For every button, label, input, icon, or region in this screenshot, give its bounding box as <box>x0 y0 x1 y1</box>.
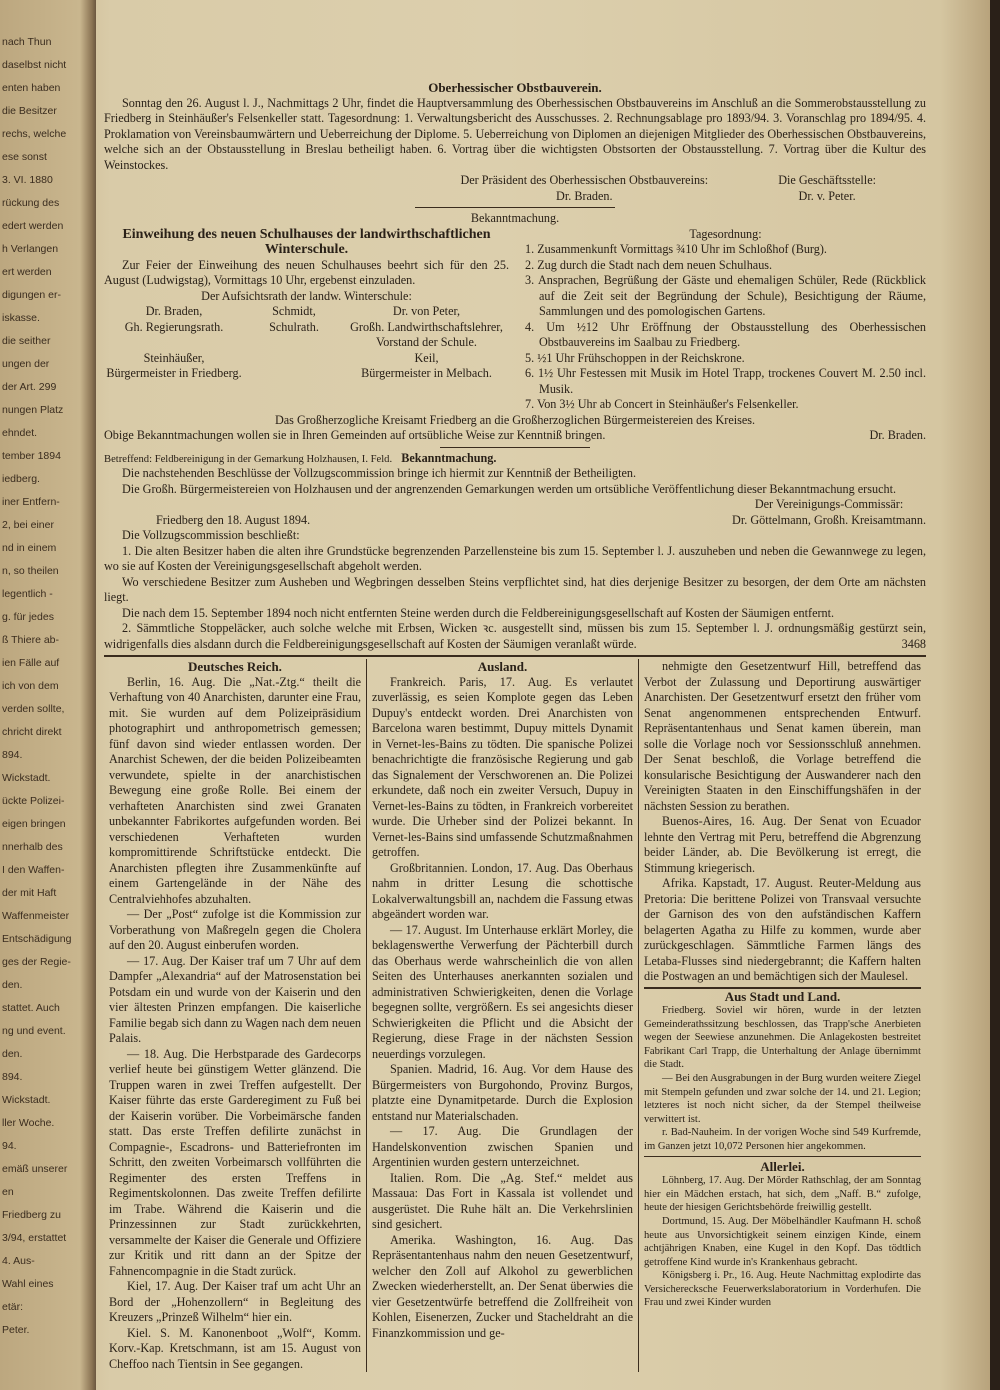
left-page-fragment: legentlich - <box>2 588 53 600</box>
feld-num: 3468 <box>901 636 926 651</box>
left-page-fragment: en <box>2 1186 14 1198</box>
left-page-fragment: der mit Haft <box>2 887 57 899</box>
schul-label: Bekanntmachung. <box>470 211 560 225</box>
schul-board: Der Aufsichtsrath der landw. Winterschule: <box>201 288 412 303</box>
schulhaus-notice <box>104 227 926 413</box>
left-page-fragment: 3. VI. 1880 <box>2 174 53 186</box>
col2-title: Ausland. <box>477 659 528 675</box>
article-paragraph: — 18. Aug. Die Herbstparade des Gardecorps verlief heute bei günstigem Wetter glänzend. Die Truppen waren in zwei Treffen aufgestellt. Der Kaiser führte das erste Garderegiment zu Fuß bei der Kaiserin vorüber. Die Vorbeimärsche fanden statt. Das erste Treffen defilirte zunächst in Compagnie-, Escadrons- und Batteriefronten im Schritt, den zweiten Vorbeimarsch vollführten die Regimenter des ersten Treffens in Regimentskolonnen. Das zweite Treffen defilirte im Trabe. Während die Kaiserin und die Prinzessinnen zur Stadt zurückkehrten, versammelte der Kaiser die Generale und Offiziere zur Kritik und ritt dann an der Spitze der Fahnencompagnie in die Stadt zurück. <box>109 1046 361 1278</box>
left-page-fragment: die Besitzer <box>2 105 57 117</box>
article-paragraph: Berlin, 16. Aug. Die „Nat.-Ztg.“ theilt die Verhaftung von 40 Anarchisten, darunter eine Frau, mit. Sie wurden auf dem Polizeipräsidium photographirt und anthropometrisch gemessen; fünf davon sind wieder entlassen worden. Der Anarchist Schewen, der die beiden Polizeibeamten verwundete, spielte in der anarchistischen Bewegung eine große Rolle. Bei einem der verhafteten Anarchisten sind zwei Granaten unbekannter Fabrikortes aufgefunden worden. Bei verschiedenen Verhafteten wurden kompromittirende Schriftstücke entdeckt. Die Anarchisten pflegten ihre Zusammenkünfte auf einem Gartengelände in der Nähe des Centralviehhofes abzuhalten. <box>109 674 361 906</box>
left-page-fragment: chricht direkt <box>2 726 62 738</box>
local-news-paragraph: r. Bad-Nauheim. In der vorigen Woche sind 549 Kurfremde, im Ganzen jetzt 10,072 Personen hier angekommen. <box>644 1127 921 1153</box>
left-page-fragment: den. <box>2 979 23 991</box>
article-paragraph: Kiel, 17. Aug. Der Kaiser traf um acht Uhr an Bord der „Hohenzollern“ in Begleitung des Kreuzers „Prinzeß Wilhelm“ hier ein. <box>109 1279 361 1325</box>
article-paragraph: — Der „Post“ zufolge ist die Kommission zur Vorberathung von Maßregeln gegen die Cholera auf den 20. August einberufen worden. <box>109 907 361 953</box>
article-paragraph: nehmigte den Gesetzentwurf Hill, betreffend das Verbot der Zulassung und Deportirung auswärtiger Anarchisten. Der Gesetzentwurf ersetzt den früher vom Senat angenommenen entsprechenden Entwurf. Repräsentantenhaus und Senat kamen überein, man solle die Vorlage noch vor Sessionsschluß annehmen. Der Senat beschloß, die Vorlage betreffend die konsularische Besichtigung der Auswanderer nach den Vereinigten Staaten in den Einschiffungshäfen in der nächsten Session zu berathen. <box>644 659 921 813</box>
left-page-fragment: ller Woche. <box>2 1117 55 1129</box>
divider <box>440 447 590 448</box>
agenda-title: Tagesordnung: <box>689 226 762 241</box>
left-page-fragment: Wickstadt. <box>2 1094 51 1106</box>
left-page-fragment: iner Entfern- <box>2 496 60 508</box>
feld-date: Friedberg den 18. August 1894. <box>156 512 311 527</box>
left-page-fragment: Wickstadt. <box>2 772 51 784</box>
board-member-cell: Dr. Braden, <box>145 304 203 318</box>
left-page-fragment: ich von dem <box>2 680 59 692</box>
left-page-fragment: daselbst nicht <box>2 59 67 71</box>
left-page-fragment: ß Thiere ab- <box>2 634 59 646</box>
board-member-cell <box>104 335 244 351</box>
article-paragraph: Kiel. S. M. Kanonenboot „Wolf“, Komm. Korv.-Kap. Kretschmann, ist am 15. August von Cheffoo nach Tientsin in See gegangen. <box>109 1325 361 1371</box>
left-page-fragment: ert werden <box>2 266 52 278</box>
board-member-cell: Schulrath. <box>269 319 319 334</box>
obstbauverein-notice <box>104 80 926 204</box>
agenda-item: 7. Von 3½ Uhr ab Concert in Steinhäußer's Felsenkeller. <box>525 397 799 411</box>
board-member-cell: Großh. Landwirthschaftslehrer, <box>350 319 503 334</box>
news-columns <box>104 655 926 1372</box>
column-deutsches-reich <box>104 659 366 1372</box>
left-page-fragment: Wahl eines <box>2 1278 54 1290</box>
agenda-item: 5. ½1 Uhr Frühschoppen in der Reichskrone. <box>525 350 745 365</box>
left-page-fragment: h Verlangen <box>2 243 59 255</box>
col1-title: Deutsches Reich. <box>188 659 282 675</box>
agenda-item: 6. 1½ Uhr Festessen mit Musik im Hotel Trapp, trockenes Couvert M. 2.50 incl. Musik. <box>525 366 926 396</box>
local-news-paragraph: Friedberg. Soviel wir hören, wurde in der letzten Gemeinderathssitzung beschlossen, das Trapp'sche Anerbieten wegen der Seewiese anzunehmen. Die Anlagekosten bestreitet Fabrikant Carl Trapp, die Unterhaltung der Anlage übernimmt die Stadt. <box>644 1005 921 1071</box>
divider <box>415 207 615 208</box>
left-page-fragment: 3/94, erstattet <box>2 1232 67 1244</box>
footer2: Obige Bekanntmachungen wollen sie in Ihren Gemeinden auf ortsübliche Weise zur Kenntniß bringen. <box>104 428 606 442</box>
article-paragraph: — 17. Aug. Die Grundlagen der Handelskonvention zwischen Spanien und Argentinien wurden gestern unterzeichnet. <box>372 1124 633 1170</box>
feld-p7: 2. Sämmtliche Stoppeläcker, auch solche welche mit Erbsen, Wicken ꝛc. ausgestellt sind, müssen bis zum 15. September l. J. ordnungsmäßig gestürzt sein, widrigenfalls dies alsdann durch die Feldbereinigungsgesellschaft auf Kosten der Säumigen veranlaßt würde. <box>104 621 926 651</box>
left-page-fragment: 4. Aus- <box>2 1255 35 1267</box>
schul-text: Zur Feier der Einweihung des neuen Schulhauses beehrt sich für den 25. August (Ludwigstag), Vormittags 10 Uhr, ergebenst einzuladen. <box>104 257 509 287</box>
footer-sig: Dr. Braden. <box>869 428 926 442</box>
article-paragraph: Großbritannien. London, 17. Aug. Das Oberhaus nahm in dritter Lesung die schottische Lokalverwaltungsbill an, nachdem die Fassung etwas abgeändert worden war. <box>372 860 633 922</box>
left-page-fragment: 894. <box>2 1071 23 1083</box>
schul-agenda <box>525 227 926 413</box>
left-page-fragment: g. für jedes <box>2 611 54 623</box>
left-page-fragment: Entschädigung <box>2 933 72 945</box>
board-member-cell: Vorstand der Schule. <box>376 335 477 349</box>
left-page-fragment: iedberg. <box>2 473 40 485</box>
article-paragraph: Italien. Rom. Die „Ag. Stef.“ meldet aus Massaua: Das Fort in Kassala ist vollendet und ausgerüstet. Die Ruhe hält an. Die Verkehrslinien sind gesichert. <box>372 1170 633 1232</box>
left-page-fragment: tember 1894 <box>2 450 61 462</box>
left-page-fragment: n, so theilen <box>2 565 59 577</box>
feld-p5: Wo verschiedene Besitzer zum Ausheben und Wegbringen desselben Steins verpflichtet sind, hat dies derjenige Besitzer zu besorgen, der dem Orte am nächsten liegt. <box>104 574 926 605</box>
board-member-cell: Bürgermeister in Friedberg. <box>106 366 242 380</box>
page-edge <box>990 0 1000 1390</box>
left-page-fragment: digungen er- <box>2 289 61 301</box>
left-page-fragments <box>2 36 90 1347</box>
left-page-fragment: Waffenmeister <box>2 910 70 922</box>
article-paragraph: Frankreich. Paris, 17. Aug. Es verlautet zuverlässig, es seien Komplote gegen das Leben Dupuy's entdeckt worden. Drei Anarchisten von Barcelona waren bestimmt, Dupuy mittels Dynamit in Vernet-les-Bains zu tödten. Die spanische Polizei benachrichtigte die französische Regierung und gab das Signalement der Verschworenen an. Die Polizei erkundete, daß noch ein zweiter Versuch, Dupuy in Vernet-les-Bains zu tödten, in Frankreich vorbereitet wurde. Die Urheber sind der Polizei bekannt. In Vernet-les-Bains sind umfassende Schutzmaßnahmen getroffen. <box>372 674 633 860</box>
left-page-fragment: emäß unserer <box>2 1163 68 1175</box>
left-page-fragment: stattet. Auch <box>2 1002 60 1014</box>
obst-title: Oberhessischer Obstbauverein. <box>428 80 602 95</box>
left-page-fragment: eigen bringen <box>2 818 66 830</box>
feld-title: Bekanntmachung. <box>401 450 497 465</box>
left-page-fragment: ückte Polizei- <box>2 795 65 807</box>
left-page-fragment: enten haben <box>2 82 61 94</box>
feldbereinigung-notice <box>104 451 926 653</box>
left-page-fragment: ese sonst <box>2 151 47 163</box>
board-member-cell: Dr. von Peter, <box>392 304 461 318</box>
left-page-fragment: Peter. <box>2 1324 30 1336</box>
obst-sig-left-title: Der Präsident des Oberhessischen Obstbauvereins: <box>460 173 709 187</box>
allerlei-title: Allerlei. <box>760 1158 805 1174</box>
left-page-fragment: nnerhalb des <box>2 841 63 853</box>
left-page-fragment: 94. <box>2 1140 17 1152</box>
obst-sig-right-title: Die Geschäftsstelle: <box>778 173 876 187</box>
left-page-fragment: ng und event. <box>2 1025 66 1037</box>
article-paragraph: Afrika. Kapstadt, 17. August. Reuter-Meldung aus Pretoria: Die berittene Polizei von Transvaal versuchte der Garnison des von den aufständischen Kaffern belagerten Agatha zu Hilfe zu kommen, wurde aber zurückgeschlagen. Sämmtliche Farmen längs des Letaba-Flusses sind niedergebrannt; die Kaffern halten die Postwagen an und bemächtigen sich der Maulesel. <box>644 876 921 984</box>
board-member-cell: Bürgermeister in Melbach. <box>361 366 492 380</box>
article-paragraph: — 17. August. Im Unterhause erklärt Morley, die beklagenswerthe Verwerfung der Pächterbill durch das Oberhaus werde wahrscheinlich die von allen Seiten des Unterhauses anerkannten sozialen und administrativen Schwierigkeiten, denen die Vorlage begegnen sollte, vergrößern. Es sei angesichts dieser Schwierigkeiten die Pflicht und die Absicht der Regierung, diese Frage in der nächsten Session neuerdings vorzulegen. <box>372 922 633 1061</box>
local-news-paragraph: — Bei den Ausgrabungen in der Burg wurden weitere Ziegel mit Stempeln gefunden und zwar solche der 14. und 21. Legion; letzteres ist noch nicht sicher, da der Stempel theilweise verwittert ist. <box>644 1073 921 1125</box>
left-page-fragment: nach Thun <box>2 36 52 48</box>
left-page-fragment: der Art. 299 <box>2 381 57 393</box>
left-page-fragment: verden sollte, <box>2 703 65 715</box>
left-page-fragment: Friedberg zu <box>2 1209 61 1221</box>
agenda-item: 3. Ansprachen, Begrüßung der Gäste und ehemaligen Schüler, Rede (Rückblick auf die Zeit seit der Begründung der Schule), Besichtigung der Räume, Sammlungen und des pomologischen Gartens. <box>525 273 926 318</box>
left-page-fragment: rechs, welche <box>2 128 67 140</box>
schul-invitation <box>104 227 509 413</box>
board-member-cell: Steinhäußer, <box>143 350 205 365</box>
board-member-cell <box>244 351 344 367</box>
left-page-fragment: nd in einem <box>2 542 57 554</box>
obst-sig-right-name: Dr. v. Peter. <box>798 188 856 203</box>
feld-betreff: Betreffend: Feldbereinigung in der Gemarkung Holzhausen, I. Feld. <box>104 453 393 465</box>
left-page-fragment: 2, bei einer <box>2 519 54 531</box>
feld-p4: 1. Die alten Besitzer haben die alten ihre Grundstücke begrenzenden Parzellensteine bis zum 15. September l. J. auszuheben und neben die Gewannwege zu legen, wo sie auf Kosten der Vereinigungsgesellschaft abgeholt werden. <box>104 543 926 574</box>
left-page-fragment: den. <box>2 1048 23 1060</box>
left-page-fragment: I den Waffen- <box>2 864 65 876</box>
left-page-fragment: ges der Regie- <box>2 956 71 968</box>
article-paragraph: Buenos-Aires, 16. Aug. Der Senat von Ecuador lehnte den Vertrag mit Peru, betreffend die Abgrenzung beider Länder, ab. Die Bevölkerung ist erregt, die Stimmung kriegerisch. <box>644 814 921 875</box>
left-page-fragment: iskasse. <box>2 312 40 324</box>
board-member-cell <box>244 366 344 382</box>
left-page-fragment: ien Fälle auf <box>2 657 60 669</box>
column-ausland <box>366 659 638 1372</box>
left-page-fragment: die seither <box>2 335 51 347</box>
feld-p1: Die nachstehenden Beschlüsse der Vollzugscommission bringe ich hiermit zur Kenntniß der Betheiligten. <box>122 466 637 481</box>
board-member-cell <box>244 335 344 351</box>
misc-news-paragraph: Dortmund, 15. Aug. Der Möbelhändler Kaufmann H. schoß heute aus Unvorsichtigkeit seinem einzigen Kinde, einem achtjährigen Knaben, eine Kugel in den Kopf. Das tödtlich getroffene Kind wurde in's Krankenhaus gebracht. <box>644 1215 921 1268</box>
agenda-item: 1. Zusammenkunft Vormittags ¾10 Uhr im Schloßhof (Burg). <box>525 242 827 256</box>
article-paragraph: Spanien. Madrid, 16. Aug. Vor dem Hause des Bürgermeisters von Burgohondo, Provinz Burgos, platzte eine Dynamitpetarde. Durch die Explosion entstand nur Materialschaden. <box>372 1062 633 1123</box>
article-paragraph: Amerika. Washington, 16. Aug. Das Repräsentantenhaus nahm den neuen Gesetzentwurf, welcher den Zoll auf Alkohol zu gewerblichen Zwecken wiederherstellt, an. Der Senat überwies die vier Gesetzentwürfe betreffend die Zollfreiheit von Kohlen, Eisenerzen, Zucker und Stacheldraht an die Finanzkommission und ge- <box>372 1232 633 1340</box>
page-content <box>104 80 926 1372</box>
schul-title: Einweihung des neuen Schulhauses der landwirthschaftlichen Winterschule. <box>122 226 491 257</box>
feld-sig-title: Der Vereinigungs-Commissär: <box>754 497 904 512</box>
left-page-fragment: rückung des <box>2 197 60 209</box>
left-page-fragment: 894. <box>2 749 23 761</box>
misc-news-paragraph: Löhnberg, 17. Aug. Der Mörder Rathschlag, der am Sonntag hier ein Mädchen erstach, hat sich, dem „Naff. B.“ zufolge, heute der hiesigen Gerichtsbehörde freiwillig gestellt. <box>644 1175 921 1214</box>
board-member-cell: Schmidt, <box>272 304 316 318</box>
kreisamt-footer <box>104 413 926 444</box>
obst-text: Sonntag den 26. August l. J., Nachmittags 2 Uhr, findet die Hauptversammlung des Oberhessischen Obstbauvereins im Anschluß an die Sommerobstausstellung zu Friedberg in Steinhäußer's Felsenkeller statt. Tagesordnung: 1. Verwaltungsbericht des Ausschusses. 2. Rechnungsablage pro 1893/94. 3. Voranschlag pro 1894/95. 4. Proklamation von Vereinsbaumwärtern und Ueberreichung der Diplome. 5. Ueberreichung von Diplomen an diejenigen Mitglieder des Oberhessischen Obstbauvereins, welche sich an der Obstausstellung in Breslau betheiligt haben. 6. Vortrag über die wichtigsten Obstsorten der Obstausstellung. 7. Vortrag über die Kultur des Weinstockes. <box>104 95 926 172</box>
misc-news-paragraph: Königsberg i. Pr., 16. Aug. Heute Nachmittag explodirte das Versicherecksche Feuerwerkslaboratorium in Vorderhufen. Die Frau und zwei Kinder wurden <box>644 1270 921 1309</box>
feld-p3: Die Vollzugscommission beschließt: <box>122 528 300 543</box>
column-right <box>638 659 926 1372</box>
agenda-item: 2. Zug durch die Stadt nach dem neuen Schulhaus. <box>525 257 773 272</box>
left-page-fragment: ehndet. <box>2 427 38 439</box>
feld-p2: Die Großh. Bürgermeistereien von Holzhausen und der angrenzenden Gemarkungen werden um ortsübliche Veröffentlichung dieser Bekanntmachung ersucht. <box>122 481 896 496</box>
left-page-fragment: edert werden <box>2 220 64 232</box>
agenda-item: 4. Um ½12 Uhr Eröffnung der Obstausstellung des Oberhessischen Obstbauvereins im Saalbau zu Friedberg. <box>525 319 926 349</box>
stadt-title: Aus Stadt und Land. <box>724 988 841 1004</box>
left-page-fragment: nungen Platz <box>2 404 64 416</box>
board-member-cell: Keil, <box>414 350 439 365</box>
feld-sig-name: Dr. Göttelmann, Großh. Kreisamtmann. <box>732 512 926 527</box>
obst-sig-left-name: Dr. Braden. <box>556 188 613 203</box>
footer1: Das Großherzogliche Kreisamt Friedberg an die Großherzoglichen Bürgermeistereien des Kreises. <box>274 412 756 427</box>
left-page-fragment: ungen der <box>2 358 50 370</box>
article-paragraph: — 17. Aug. Der Kaiser traf um 7 Uhr auf dem Dampfer „Alexandria“ auf der Matrosenstation bei Potsdam ein und wurde von der Kaiserin und den vier ältesten Prinzen empfangen. Die kaiserliche Familie begab sich dann zu Wagen nach dem neuen Palais. <box>109 953 361 1046</box>
left-page-fragment: etär: <box>2 1301 24 1313</box>
feld-p6: Die nach dem 15. September 1894 noch nicht entfernten Steine werden durch die Feldbereinigungsgesellschaft auf Kosten der Säumigen entfernt. <box>122 605 835 620</box>
schul-people <box>104 304 509 382</box>
board-member-cell: Gh. Regierungsrath. <box>124 319 224 334</box>
